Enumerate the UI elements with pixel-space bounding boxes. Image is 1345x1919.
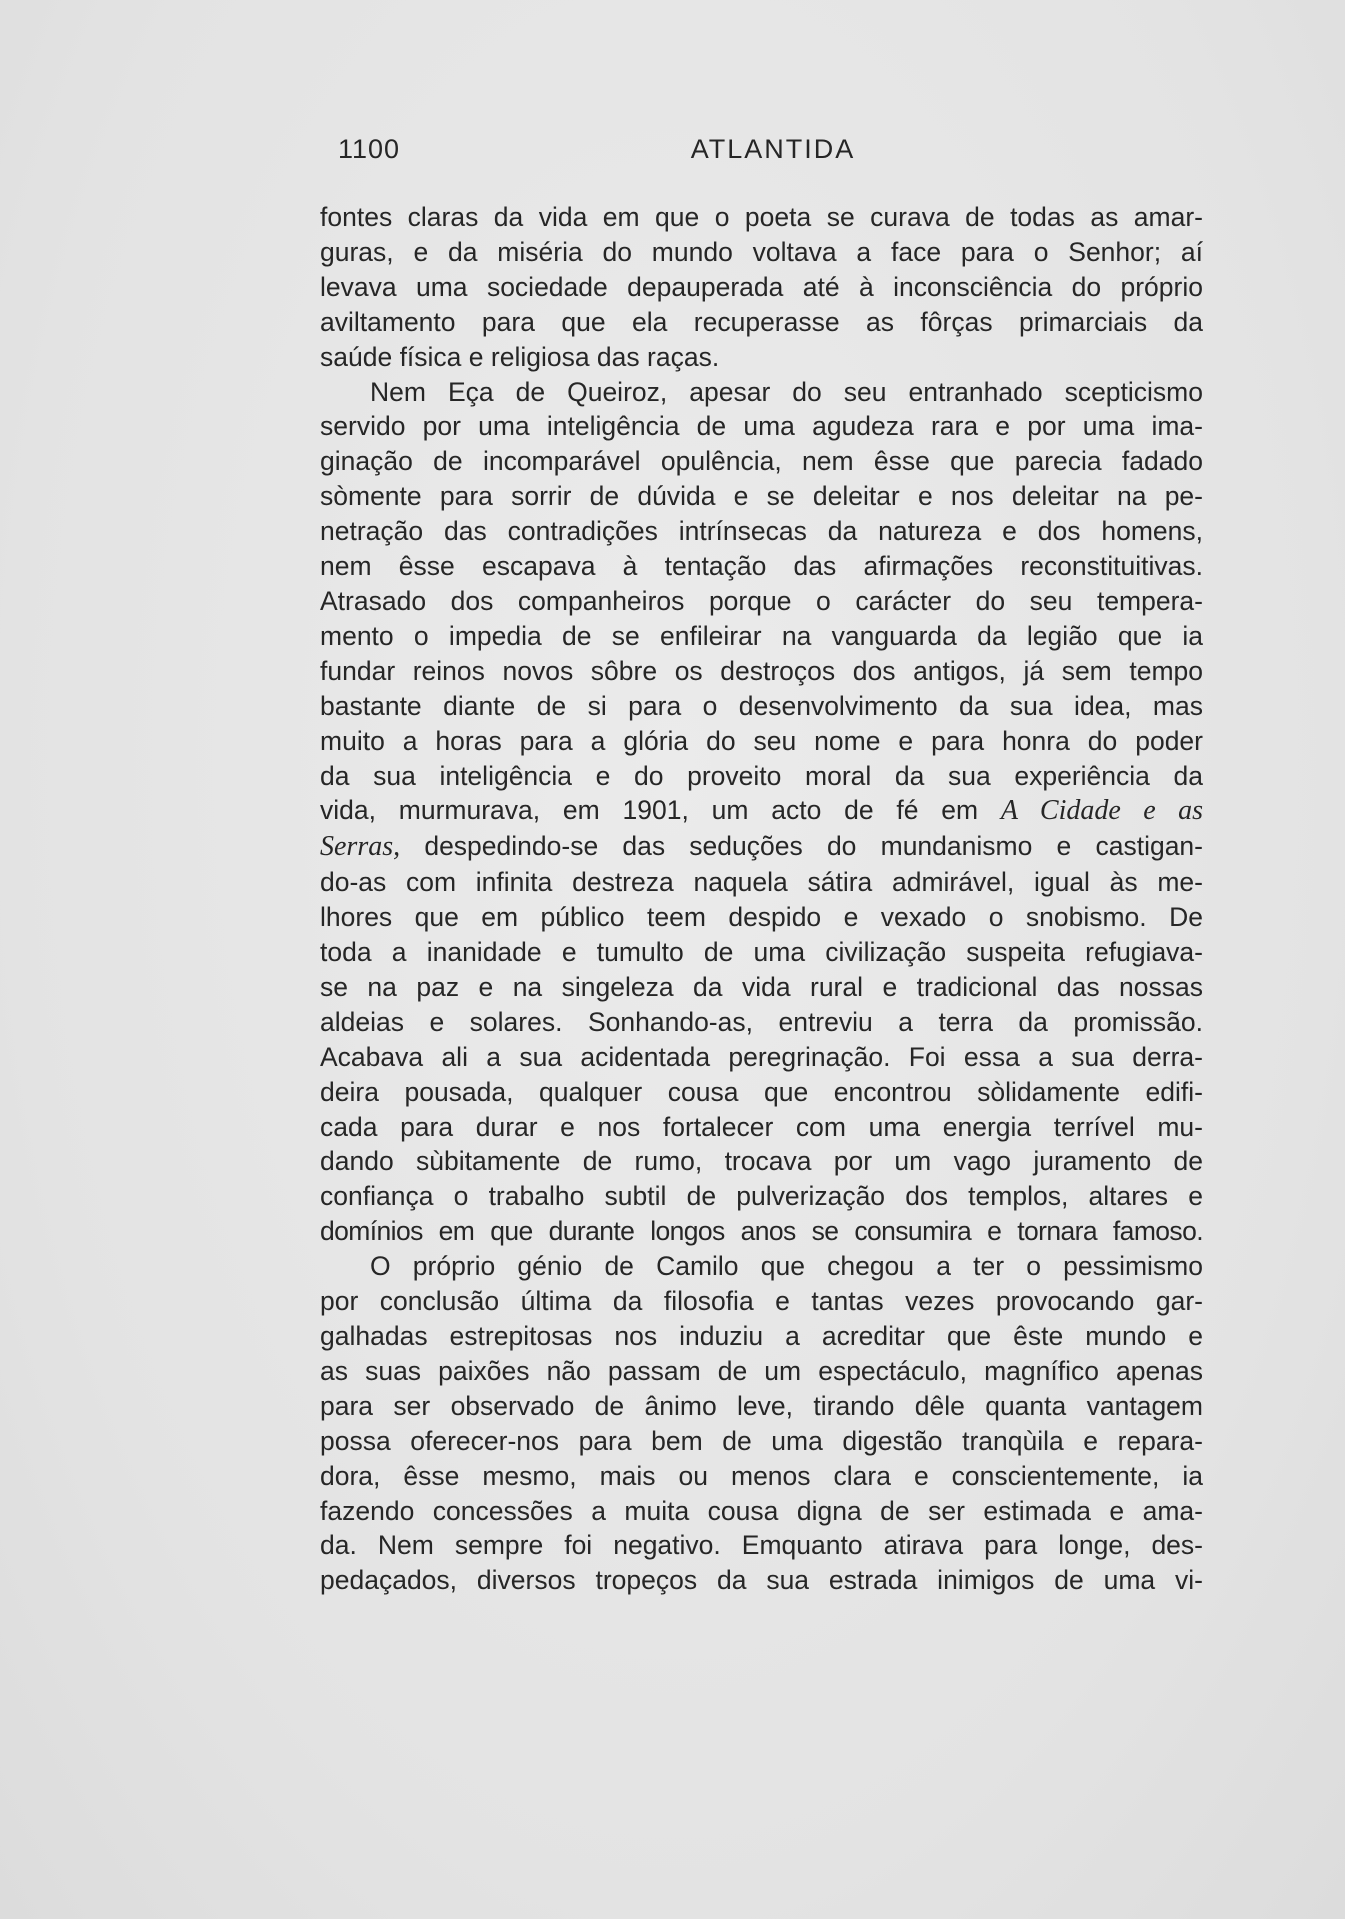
text-line: levava uma sociedade depauperada até à inconsciência do próprio bbox=[320, 271, 1203, 302]
text-line: para ser observado de ânimo leve, tirando dêle quanta vantagem bbox=[320, 1390, 1203, 1421]
text-line: dando sùbitamente de rumo, trocava por um vago juramento de bbox=[320, 1146, 1203, 1177]
text-fragment: despedindo-se das seduções do mundanismo e castigan- bbox=[400, 831, 1203, 862]
text-line: netração das contradições intrínsecas da natureza e dos homens, bbox=[320, 516, 1203, 547]
paragraph-2 bbox=[320, 375, 1203, 1250]
text-line-with-title bbox=[320, 793, 1203, 829]
text-line: sòmente para sorrir de dúvida e se deleitar e nos deleitar na pe- bbox=[320, 481, 1203, 512]
text-line: fundar reinos novos sôbre os destroços dos antigos, já sem tempo bbox=[320, 655, 1203, 686]
text-line: servido por uma inteligência de uma agudeza rara e por uma ima- bbox=[320, 411, 1203, 442]
text-fragment: vida, murmurava, em 1901, um acto de fé em bbox=[320, 795, 1001, 826]
text-line: saúde física e religiosa das raças. bbox=[320, 341, 720, 372]
text-line: pedaçados, diversos tropeços da sua estrada inimigos de uma vi- bbox=[320, 1565, 1203, 1596]
text-line: bastante diante de si para o desenvolvimento da sua idea, mas bbox=[320, 690, 1203, 721]
paragraph-1 bbox=[320, 200, 1203, 375]
text-line: ginação de incomparável opulência, nem êsse que parecia fadado bbox=[320, 446, 1203, 477]
text-line: da sua inteligência e do proveito moral da sua experiência da bbox=[320, 760, 1203, 791]
text-line: deira pousada, qualquer cousa que encontrou sòlidamente edifi- bbox=[320, 1076, 1203, 1107]
text-line: nem êsse escapava à tentação das afirmações reconstituitivas. bbox=[320, 551, 1203, 582]
text-line: galhadas estrepitosas nos induziu a acreditar que êste mundo e bbox=[320, 1321, 1203, 1351]
body-text bbox=[320, 200, 1203, 1598]
text-line: lhores que em público teem despido e vexado o snobismo. De bbox=[320, 902, 1203, 933]
text-line: dora, êsse mesmo, mais ou menos clara e conscientemente, ia bbox=[320, 1460, 1203, 1491]
text-line-with-title bbox=[320, 829, 1203, 865]
text-line: fazendo concessões a muita cousa digna de ser estimada e ama- bbox=[320, 1495, 1203, 1526]
text-line: cada para durar e nos fortalecer com uma energia terrível mu- bbox=[320, 1111, 1203, 1142]
text-line: fontes claras da vida em que o poeta se curava de todas as amar- bbox=[320, 202, 1203, 232]
text-line: Acabava ali a sua acidentada peregrinação. Foi essa a sua derra- bbox=[320, 1041, 1203, 1072]
text-line: guras, e da miséria do mundo voltava a face para o Senhor; aí bbox=[320, 236, 1203, 267]
book-title-part-1: A Cidade e as bbox=[1000, 795, 1203, 827]
page-number: 1100 bbox=[338, 134, 401, 164]
text-line: da. Nem sempre foi negativo. Emquanto atirava para longe, des- bbox=[320, 1530, 1203, 1561]
paragraph-3 bbox=[320, 1249, 1203, 1598]
journal-title: ATLANTIDA bbox=[690, 134, 856, 164]
text-line: domínios em que durante longos anos se consumira e tornara famoso. bbox=[320, 1216, 1203, 1247]
text-line: O próprio génio de Camilo que chegou a ter o pessimismo bbox=[370, 1251, 1203, 1282]
text-line: aldeias e solares. Sonhando-as, entreviu a terra da promissão. bbox=[320, 1006, 1203, 1037]
text-line: Nem Eça de Queiroz, apesar do seu entranhado scepticismo bbox=[370, 376, 1203, 407]
text-line: confiança o trabalho subtil de pulverização dos templos, altares e bbox=[320, 1181, 1203, 1212]
book-title-part-2: Serras, bbox=[320, 831, 401, 863]
text-line: muito a horas para a glória do seu nome e para honra do poder bbox=[320, 725, 1203, 756]
text-line: Atrasado dos companheiros porque o carácter do seu tempera- bbox=[320, 585, 1203, 616]
text-line: do-as com infinita destreza naquela sátira admirável, igual às me- bbox=[320, 867, 1203, 898]
text-line: mento o impedia de se enfileirar na vanguarda da legião que ia bbox=[320, 620, 1203, 651]
text-line: possa oferecer-nos para bem de uma digestão tranqùila e repara- bbox=[320, 1425, 1203, 1456]
text-line: as suas paixões não passam de um espectáculo, magnífico apenas bbox=[320, 1355, 1203, 1386]
text-line: toda a inanidade e tumulto de uma civilização suspeita refugiava- bbox=[320, 937, 1203, 968]
text-line: aviltamento para que ela recuperasse as fôrças primarciais da bbox=[320, 306, 1203, 337]
text-line: por conclusão última da filosofia e tantas vezes provocando gar- bbox=[320, 1286, 1203, 1317]
text-line: se na paz e na singeleza da vida rural e tradicional das nossas bbox=[320, 971, 1203, 1002]
running-head bbox=[338, 134, 1208, 170]
